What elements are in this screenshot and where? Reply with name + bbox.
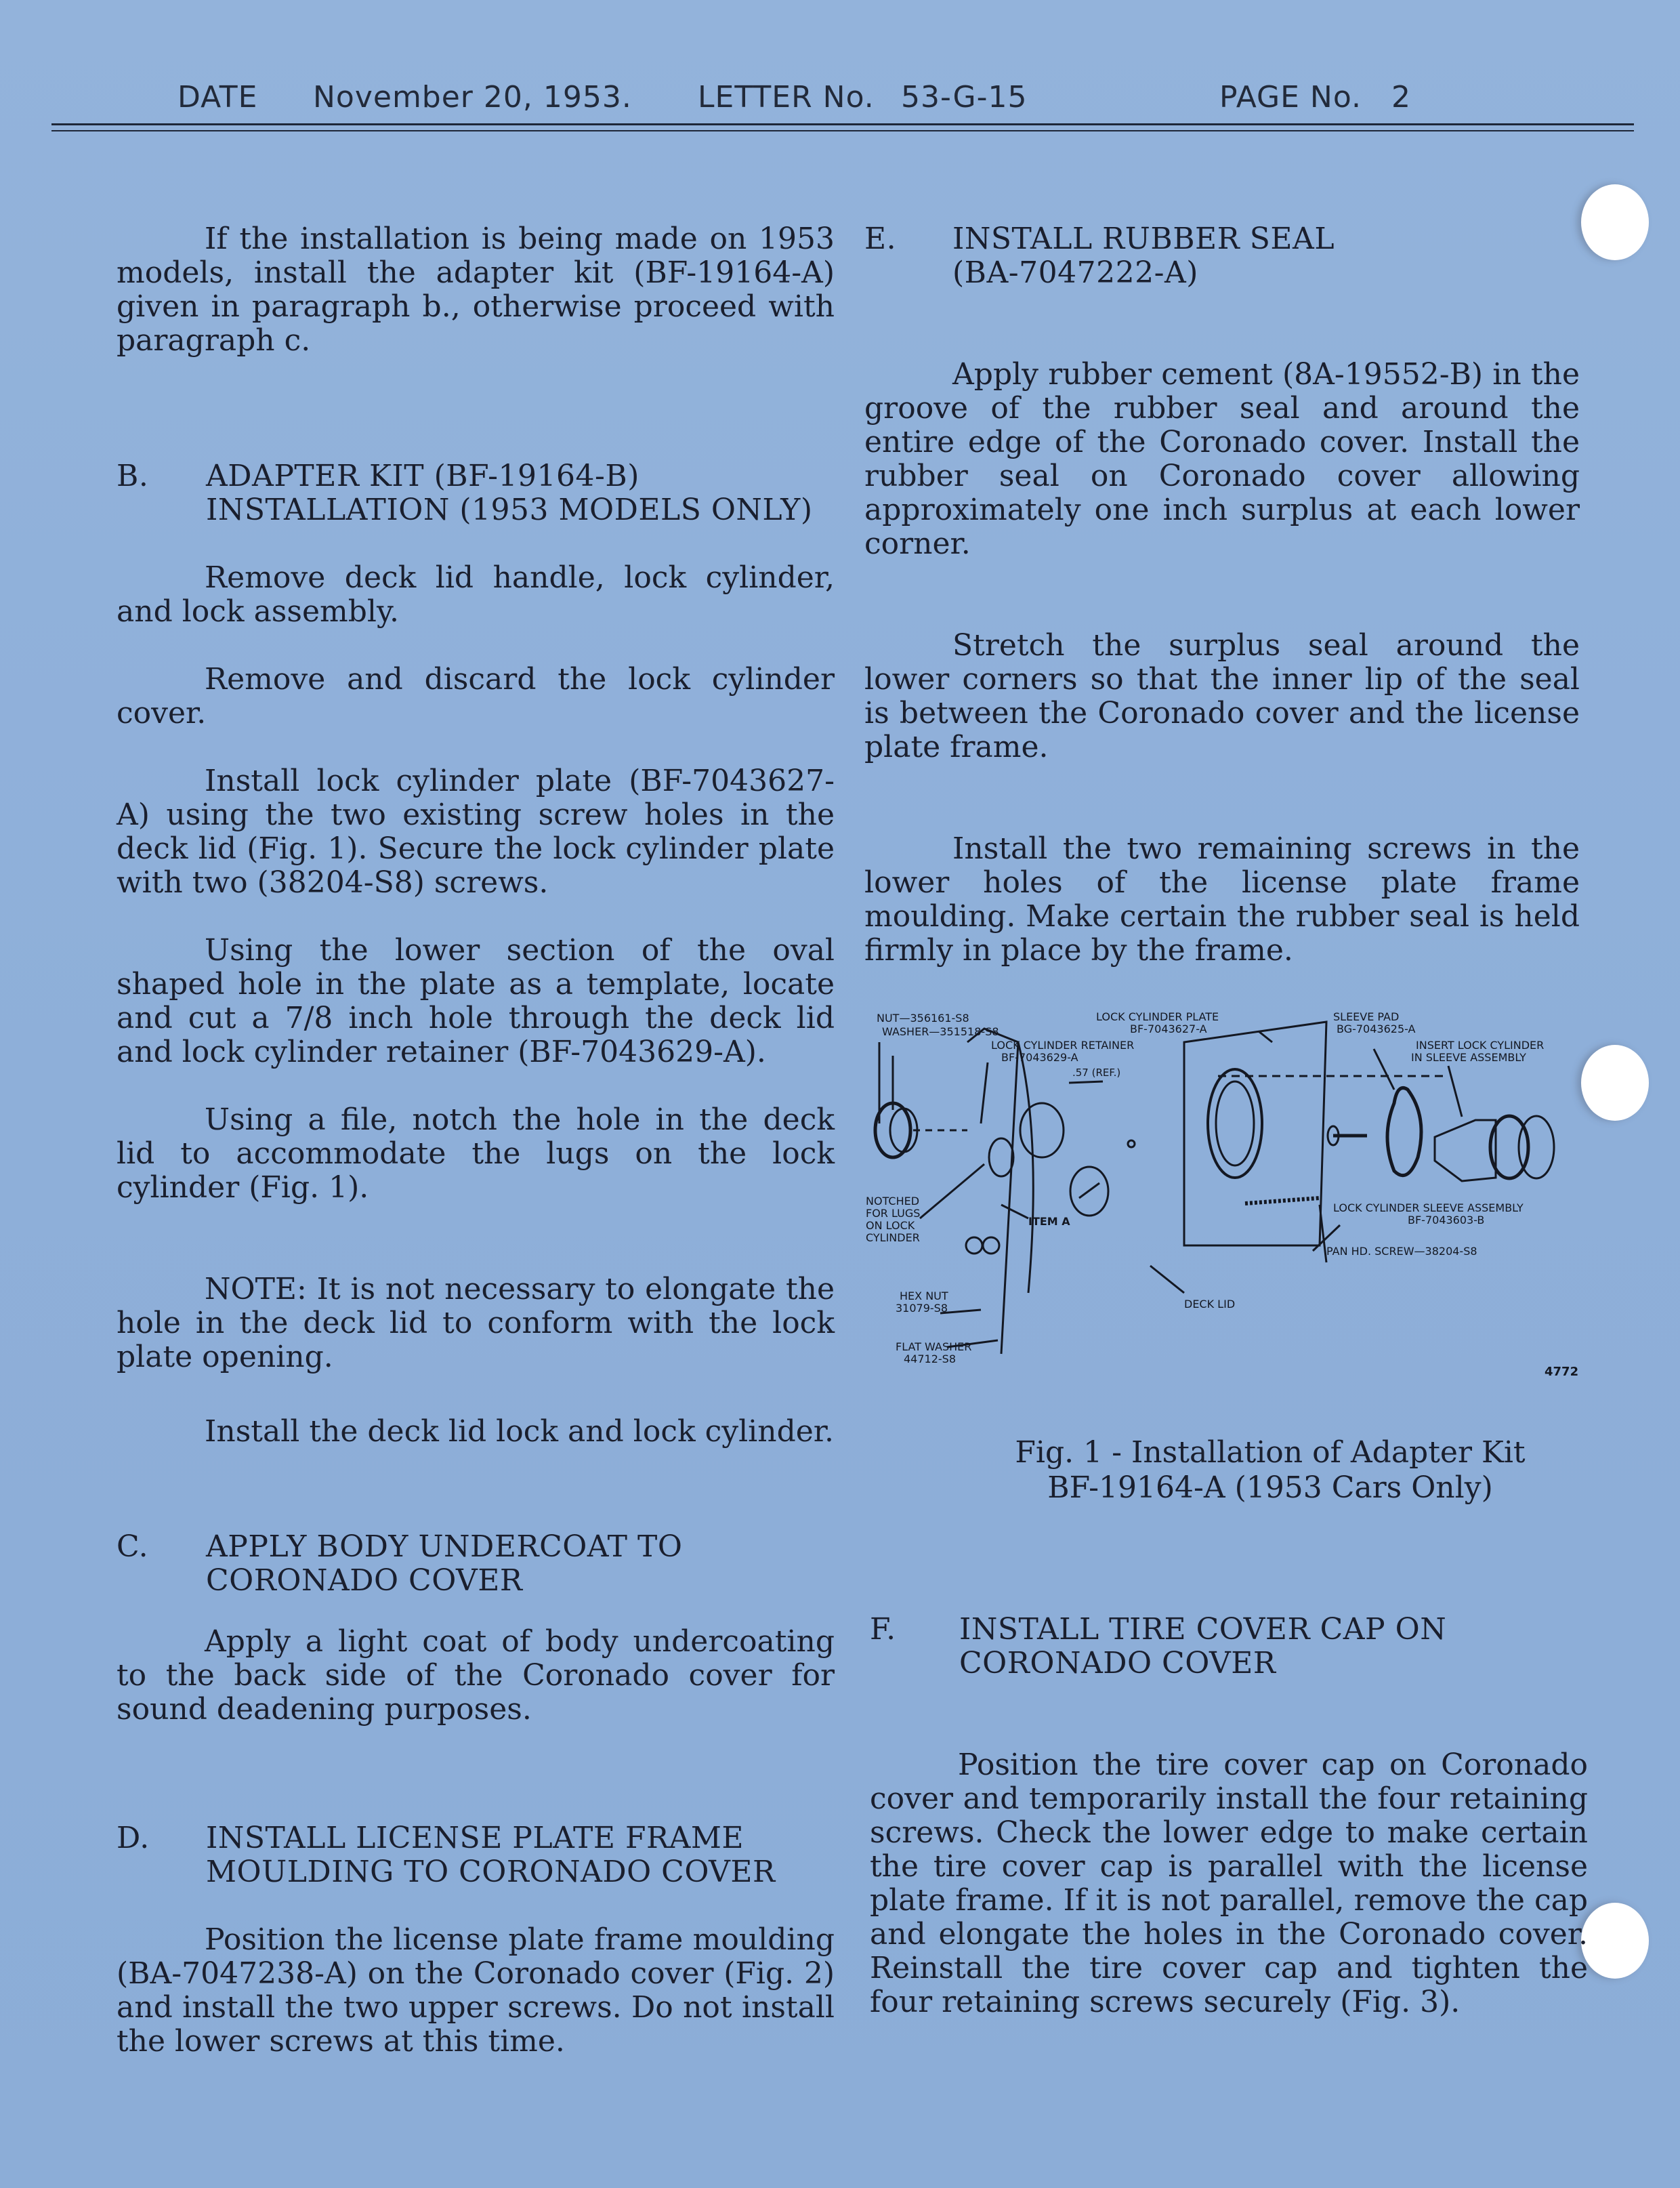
figure-caption-line2: BF-19164-A (1953 Cars Only) [1047, 1470, 1493, 1505]
section-b-paragraph-5: Using a file, notch the hole in the deck lid to accommodate the lugs on the lock cylinder (Fig. 1). [117, 1102, 835, 1205]
plate-small-hole [1128, 1140, 1135, 1147]
section-c-paragraph-1: Apply a light coat of body undercoating to the back side of the Coronado cover for sound deadening purposes. [117, 1624, 835, 1727]
section-b-title-line1: ADAPTER KIT (BF-19164-B) [206, 459, 639, 493]
leader-notched [920, 1164, 984, 1218]
fig-label-insert-2: IN SLEEVE ASSEMBLY [1411, 1051, 1526, 1064]
fig-label-insert-1: INSERT LOCK CYLINDER [1416, 1039, 1545, 1052]
fig-label-flatwasher-2: 44712-S8 [904, 1353, 957, 1365]
fig-label-decklid: DECK LID [1184, 1298, 1236, 1310]
fig-label-hexnut-2: 31079-S8 [896, 1302, 948, 1315]
fig-label-retainer-pn: BF-7043629-A [1001, 1051, 1078, 1064]
header-rule-bottom [51, 130, 1634, 131]
fig-label-retainer: LOCK CYLINDER RETAINER [991, 1039, 1135, 1052]
fig-label-item-a: ITEM A [1028, 1215, 1070, 1228]
section-d-heading [117, 1821, 835, 1889]
right-column-top [864, 222, 1580, 968]
fig-label-notched-1: NOTCHED [866, 1195, 920, 1207]
section-b-paragraph-2: Remove and discard the lock cylinder cover. [117, 662, 835, 730]
fig-label-sleeve-pad: SLEEVE PAD [1333, 1010, 1400, 1023]
punch-hole-top [1581, 184, 1649, 260]
fig-label-washer: WASHER—351518-S8 [882, 1025, 999, 1038]
section-c-heading [117, 1530, 835, 1598]
page-label: PAGE No. [1219, 80, 1362, 115]
fig-label-screw: PAN HD. SCREW—38204-S8 [1326, 1245, 1477, 1258]
header-rule-top [51, 123, 1634, 125]
section-b-paragraph-3: Install lock cylinder plate (BF-7043627-A) using the two existing screw holes in the deck lid (Fig. 1). Secure the lock cylinder plate with two (38204-S8) screws. [117, 764, 835, 900]
leader-decklid [1150, 1266, 1184, 1293]
fig-label-sleeve-pad-pn: BG-7043625-A [1337, 1023, 1416, 1035]
leader-sleeve-pad [1374, 1049, 1394, 1090]
section-d-title-line2: MOULDING TO CORONADO COVER [206, 1855, 776, 1889]
fig-label-flatwasher-1: FLAT WASHER [896, 1340, 972, 1353]
plate-oval-inner [1216, 1081, 1254, 1165]
deck-lid-inner [1018, 1042, 1033, 1293]
section-f-heading [870, 1613, 1588, 1680]
section-f-paragraph-1: Position the tire cover cap on Coronado cover and temporarily install the four retaining screws. Check the lower edge to make certain the tire cover cap is parallel with the license plate frame. If it is not parallel, remove the cap and elongate the holes in the Coronado cover. Reinstall the tire cover cap and tighten the four retaining screws securely (Fig. 3). [870, 1748, 1588, 2019]
sleeve-assembly-face [1519, 1116, 1554, 1178]
hex-nut-1 [966, 1237, 982, 1254]
sleeve-assembly-body [1435, 1120, 1496, 1181]
punch-hole-bottom [1581, 1903, 1649, 1979]
section-c-letter: C. [117, 1529, 149, 1564]
section-f-title-line1: INSTALL TIRE COVER CAP ON [959, 1612, 1447, 1647]
section-f-title-line2: CORONADO COVER [959, 1646, 1276, 1680]
nut-shape [875, 1103, 910, 1157]
item-a-slot [1079, 1183, 1099, 1198]
figure-1-diagram [866, 1002, 1596, 1395]
leader-item-a [1001, 1205, 1028, 1218]
section-b-letter: B. [117, 459, 149, 493]
fig-label-notched-4: CYLINDER [866, 1231, 920, 1244]
section-e-letter: E. [864, 222, 897, 256]
section-b-paragraph-1: Remove deck lid handle, lock cylinder, and lock assembly. [117, 560, 835, 629]
fig-label-plate-pn: BF-7043627-A [1130, 1023, 1207, 1035]
letter-label: LETTER No. [698, 80, 875, 115]
leader-ref [1069, 1081, 1103, 1083]
leader-retainer [981, 1062, 988, 1123]
fig-label-plate: LOCK CYLINDER PLATE [1096, 1010, 1219, 1023]
section-b-paragraph-6: Install the deck lid lock and lock cylinder. [205, 1414, 834, 1449]
right-column-bottom [870, 1613, 1588, 2019]
fig-label-sleeve-assy-pn: BF-7043603-B [1408, 1214, 1485, 1226]
date-label: DATE [177, 80, 258, 115]
section-c-title-line2: CORONADO COVER [206, 1563, 523, 1598]
section-b-heading [117, 459, 835, 527]
sleeve-pad [1387, 1088, 1421, 1176]
section-b-title-line2: INSTALLATION (1953 MODELS ONLY) [206, 493, 813, 527]
hex-nut-2 [983, 1237, 999, 1254]
deck-lid-edge [967, 1029, 1018, 1354]
figure-1-caption [948, 1435, 1592, 1506]
section-e-heading [864, 222, 1580, 290]
section-b-note: NOTE: It is not necessary to elongate the hole in the deck lid to conform with the lock plate opening. [117, 1272, 835, 1374]
figure-caption-line1: Fig. 1 - Installation of Adapter Kit [1015, 1435, 1526, 1470]
fig-label-sleeve-assy: LOCK CYLINDER SLEEVE ASSEMBLY [1333, 1201, 1524, 1214]
lower-screw [1245, 1198, 1320, 1203]
section-d-title-line1: INSTALL LICENSE PLATE FRAME [206, 1821, 744, 1855]
intro-paragraph: If the installation is being made on 1953 models, install the adapter kit (BF-19164-A) given in paragraph b., otherwise proceed with paragraph c. [117, 222, 835, 358]
section-e-paragraph-2: Stretch the surplus seal around the lower corners so that the inner lip of the seal is between the Coronado cover and the license plate frame. [864, 628, 1580, 764]
section-b-paragraph-4: Using the lower section of the oval shaped hole in the plate as a template, locate and cut a 7/8 inch hole through the deck lid and lock cylinder retainer (BF-7043629-A). [117, 933, 835, 1069]
section-e-paragraph-3: Install the two remaining screws in the lower holes of the license plate frame moulding. Make certain the rubber seal is held firmly in place by the frame. [864, 831, 1580, 968]
fig-number: 4772 [1545, 1365, 1579, 1379]
lock-cylinder-plate [1184, 1022, 1326, 1245]
date-value: November 20, 1953. [313, 80, 632, 115]
fig-label-notched-3: ON LOCK [866, 1219, 915, 1232]
section-d-letter: D. [117, 1821, 150, 1855]
leader-plate [1259, 1031, 1272, 1042]
left-column [117, 222, 835, 2059]
section-e-paragraph-1: Apply rubber cement (8A-19552-B) in the groove of the rubber seal and around the entire edge of the Coronado cover. Install the rubber seal on Coronado cover allowing approximately one inch surplus at each lower corner. [864, 357, 1580, 561]
lock-cylinder-retainer [1020, 1103, 1064, 1157]
section-f-letter: F. [870, 1612, 896, 1647]
section-c-title-line1: APPLY BODY UNDERCOAT TO [206, 1529, 683, 1564]
letter-number: 53-G-15 [901, 80, 1028, 115]
section-d-paragraph-1: Position the license plate frame moulding (BA-7047238-A) on the Coronado cover (Fig. 2) and install the two upper screws. Do not install the lower screws at this time. [117, 1922, 835, 2059]
fig-label-notched-2: FOR LUGS [866, 1207, 921, 1220]
leader-insert [1448, 1066, 1462, 1117]
section-e-title-line2: (BA-7047222-A) [952, 255, 1198, 290]
section-e-title-line1: INSTALL RUBBER SEAL [952, 222, 1335, 256]
notched-hole [989, 1138, 1013, 1176]
fig-label-ref: .57 (REF.) [1072, 1067, 1121, 1079]
fig-label-hexnut-1: HEX NUT [900, 1289, 948, 1302]
page-number: 2 [1391, 80, 1411, 115]
fig-label-nut: NUT—356161-S8 [877, 1012, 969, 1025]
